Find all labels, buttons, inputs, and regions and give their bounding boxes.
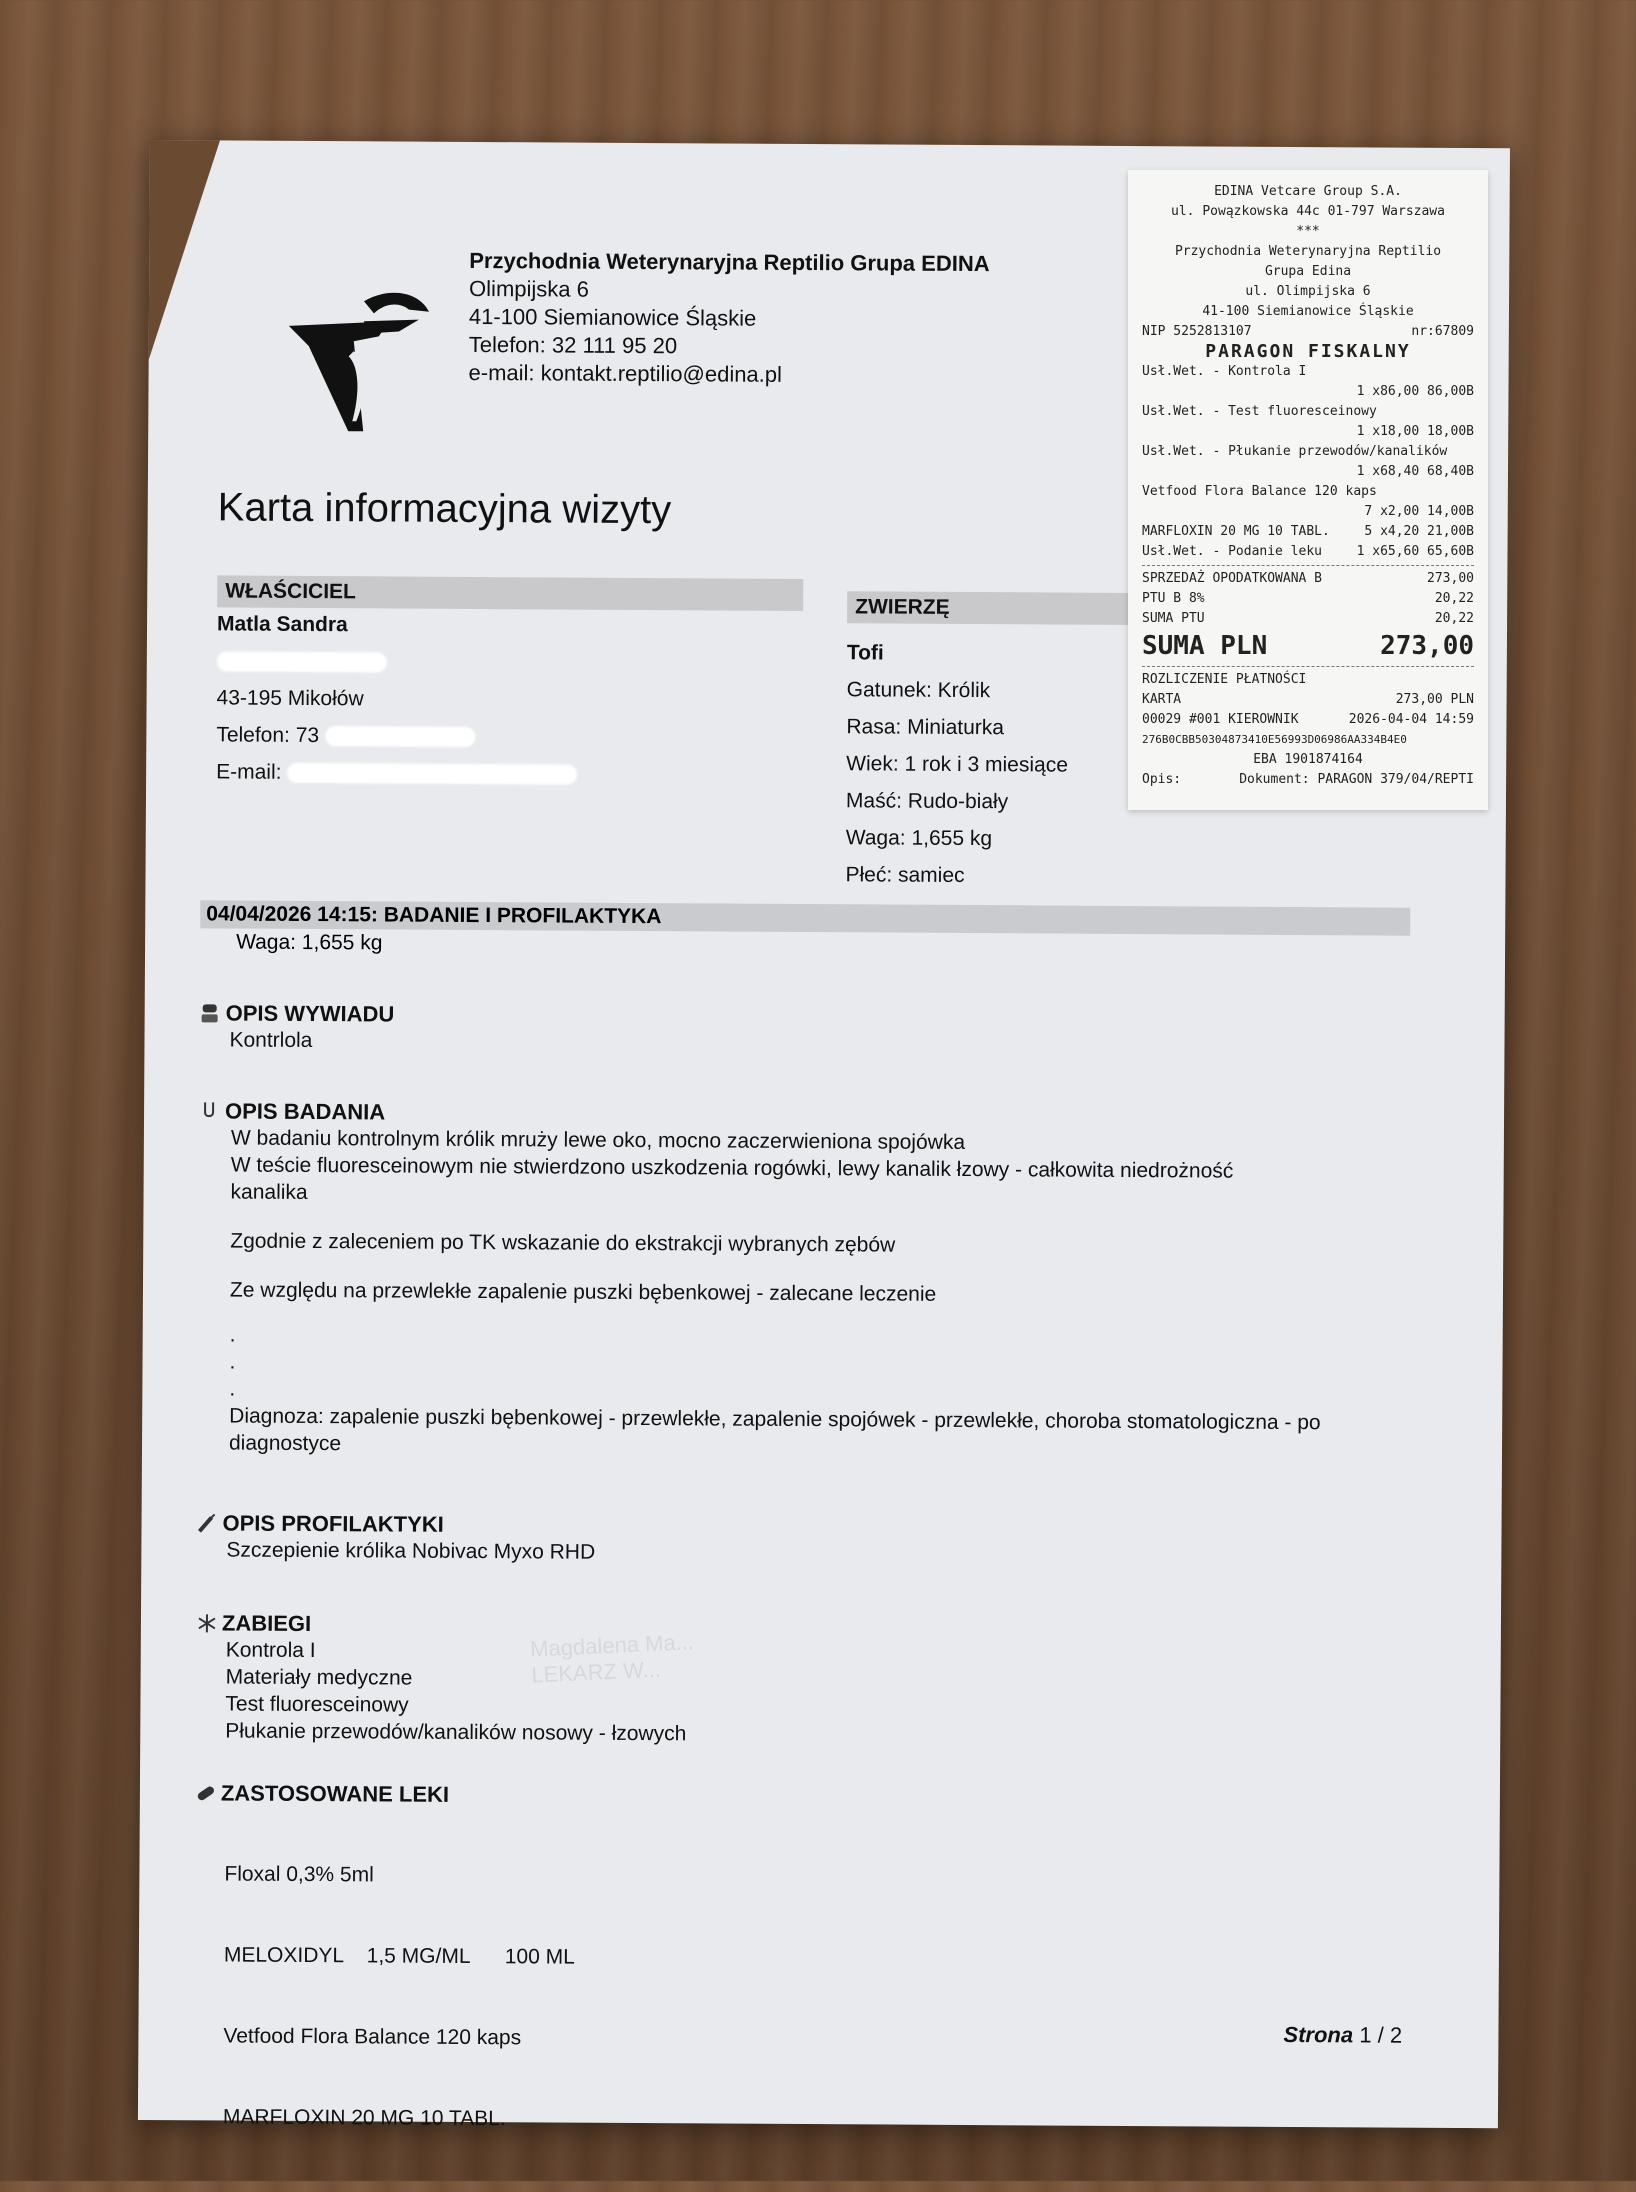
receipt-opis: Opis: (1142, 772, 1182, 787)
receipt-nr: nr:67809 (1411, 324, 1474, 339)
asterisk-icon (196, 1612, 216, 1634)
diagnosis: Diagnoza: zapalenie puszki bębenkowej - przewlekłe, zapalenie spojówek - przewlekłe, choroba stomatologiczna - po diagnostyce (228, 1404, 1321, 1456)
drug-item: Vetfood Flora Balance 120 kaps (223, 2024, 522, 2050)
procedure-item: Test fluoresceinowy (225, 1692, 409, 1717)
receipt-line: MARFLOXIN 20 MG 10 TABL. (1142, 524, 1330, 539)
exam-title: OPIS BADANIA (224, 1098, 386, 1125)
receipt-eba: EBA 1901874164 (1253, 752, 1363, 767)
receipt-card-label: KARTA (1142, 692, 1182, 707)
receipt-line: Usł.Wet. - Kontrola I (1142, 364, 1307, 379)
receipt-tax-label: SPRZEDAŻ OPODATKOWANA B (1142, 571, 1323, 586)
receipt-line: Usł.Wet. - Podanie leku (1142, 544, 1323, 559)
receipt-tax-value: 273,00 (1427, 571, 1474, 586)
receipt-hash: 276B0CBB50304873410E56993D06986AA334B4E0 (1142, 733, 1407, 746)
receipt-line-amount: 1 x86,00 86,00B (1356, 384, 1474, 399)
visit-header: 04/04/2026 14:15: BADANIE I PROFILAKTYKA (200, 900, 1410, 935)
receipt-card-value: 273,00 PLN (1395, 692, 1474, 707)
page-current: 1 (1359, 2022, 1372, 2048)
receipt-datetime: 2026-04-04 14:59 (1348, 712, 1474, 727)
receipt-payment-title: ROZLICZENIE PŁATNOŚCI (1142, 672, 1307, 687)
owner-phone (216, 716, 816, 757)
exam-line: Zgodnie z zaleceniem po TK wskazanie do ekstrakcji wybranych zębów (230, 1229, 896, 1257)
drug-item: MELOXIDYL 1,5 MG/ML 100 ML (223, 1943, 575, 1969)
owner-city: 43-195 Mikołów (216, 686, 364, 711)
redaction (287, 763, 577, 785)
receipt-company-address: ul. Powązkowska 44c 01-797 Warszawa (1171, 204, 1445, 219)
page-number (1283, 2022, 1402, 2049)
animal-age: Wiek: 1 rok i 3 miesiące (846, 752, 1069, 777)
drug-item: MARFLOXIN 20 MG 10 TABL. (222, 2105, 506, 2131)
faint-stamp: Magdalena Ma... LEKARZ W... (529, 1629, 695, 1688)
procedure-item: Kontrola I (225, 1638, 316, 1663)
owner-name: Matla Sandra (216, 612, 348, 637)
owner-address-redacted (217, 642, 817, 683)
procedure-item: Materiały medyczne (225, 1665, 413, 1690)
receipt-clinic: Przychodnia Weterynaryjna Reptilio (1174, 244, 1442, 259)
clinic-name: Przychodnia Weterynaryjna Reptilio Grupa EDINA (469, 247, 990, 277)
clinic-email: e-mail: kontakt.reptilio@edina.pl (468, 359, 783, 387)
exam-dot: . (229, 1323, 236, 1347)
receipt-tax-value: 20,22 (1434, 611, 1474, 626)
receipt-nip: NIP 5252813107 (1142, 324, 1252, 339)
redaction (217, 652, 387, 673)
syringe-icon (196, 1512, 216, 1534)
procedures-title: ZABIEGI (221, 1610, 312, 1637)
receipt-document: Dokument: PARAGON 379/04/REPTI (1239, 772, 1474, 787)
receipt-tax-label: SUMA PTU (1142, 611, 1205, 626)
interview-title: OPIS WYWIADU (225, 1000, 395, 1027)
interview-section (199, 1000, 1399, 1060)
fiscal-receipt (1128, 170, 1488, 810)
receipt-clinic: Grupa Edina (1264, 264, 1352, 279)
receipt-line-amount: 1 x68,40 68,40B (1356, 464, 1474, 479)
page-title: Karta informacyjna wizyty (217, 485, 672, 533)
receipt-line: Usł.Wet. - Płukanie przewodów/kanalików (1142, 444, 1448, 459)
procedures-section (195, 1610, 1396, 1751)
receipt-line-amount: 5 x4,20 21,00B (1364, 524, 1474, 539)
receipt-clinic: ul. Olimpijska 6 (1245, 284, 1371, 299)
folded-corner (149, 140, 220, 360)
exam-dot: . (229, 1377, 236, 1401)
exam-line: Ze względu na przewlekłe zapalenie puszki bębenkowej - zalecane leczenie (229, 1278, 937, 1306)
redaction (325, 727, 475, 748)
clinic-logo-icon (268, 281, 449, 442)
animal-header: ZWIERZĘ (847, 591, 1133, 625)
animal-weight: Waga: 1,655 kg (845, 826, 993, 851)
drugs-title: ZASTOSOWANE LEKI (220, 1780, 450, 1807)
clinic-phone: Telefon: 32 111 95 20 (468, 331, 678, 359)
owner-header: WŁAŚCICIEL (217, 575, 803, 611)
interview-text: Kontrlola (229, 1028, 313, 1053)
prophylaxis-text: Szczepienie królika Nobivac Myxo RHD (226, 1538, 596, 1564)
receipt-tax-value: 20,22 (1434, 591, 1474, 606)
receipt-tax-label: PTU B 8% (1142, 591, 1205, 606)
exam-dot: . (229, 1350, 236, 1374)
receipt-title: PARAGON FISKALNY (1205, 341, 1411, 362)
exam-line: W badaniu kontrolnym królik mruży lewe oko, mocno zaczerwieniona spojówka (230, 1126, 966, 1154)
animal-name: Tofi (846, 641, 884, 665)
receipt-total-value: 273,00 (1380, 631, 1474, 661)
procedure-item: Płukanie przewodów/kanalików nosowy - łzowych (225, 1719, 687, 1746)
owner-phone-label: Telefon: 73 (216, 723, 320, 748)
pill-icon (195, 1782, 215, 1804)
clinic-street: Olimpijska 6 (469, 275, 589, 302)
receipt-line-amount: 1 x18,00 18,00B (1356, 424, 1474, 439)
receipt-line-amount: 1 x65,60 65,60B (1356, 544, 1474, 559)
animal-species: Gatunek: Królik (846, 678, 991, 703)
receipt-total-label: SUMA PLN (1142, 631, 1268, 661)
exam-section (197, 1098, 1399, 1463)
prophylaxis-title: OPIS PROFILAKTYKI (222, 1510, 444, 1537)
stethoscope-icon (199, 1100, 219, 1122)
owner-email (216, 753, 816, 794)
page-label: Strona (1283, 2021, 1354, 2048)
drug-item: Floxal 0,3% 5ml (224, 1862, 374, 1887)
visit-weight: Waga: 1,655 kg (236, 930, 383, 955)
clinic-city: 41-100 Siemianowice Śląskie (468, 303, 757, 331)
receipt-cashier: 00029 #001 KIEROWNIK (1142, 712, 1299, 727)
receipt-line: Vetfood Flora Balance 120 kaps (1142, 484, 1377, 499)
phone-icon (200, 1002, 220, 1024)
drugs-section (193, 1780, 1395, 2191)
prophylaxis-section (196, 1510, 1396, 1570)
owner-email-label: E-mail: (216, 760, 282, 784)
animal-breed: Rasa: Miniaturka (846, 715, 1005, 740)
exam-line: W teście fluoresceinowym nie stwierdzono uszkodzenia rogówki, lewy kanalik łzowy - całkowita niedrożność kanalika (230, 1153, 1234, 1204)
animal-sex: Płeć: samiec (845, 863, 965, 887)
receipt-clinic: 41-100 Siemianowice Śląskie (1202, 304, 1414, 319)
receipt-line: Usł.Wet. - Test fluoresceinowy (1142, 404, 1377, 419)
owner-info (216, 605, 817, 794)
receipt-company: EDINA Vetcare Group S.A. (1214, 184, 1402, 199)
receipt-line-amount: 7 x2,00 14,00B (1364, 504, 1474, 519)
clinic-header (468, 247, 989, 390)
receipt-stars: *** (1296, 224, 1320, 239)
visit-section (200, 900, 1410, 961)
animal-color: Maść: Rudo-biały (845, 789, 1009, 814)
page-total: / 2 (1377, 2022, 1403, 2048)
